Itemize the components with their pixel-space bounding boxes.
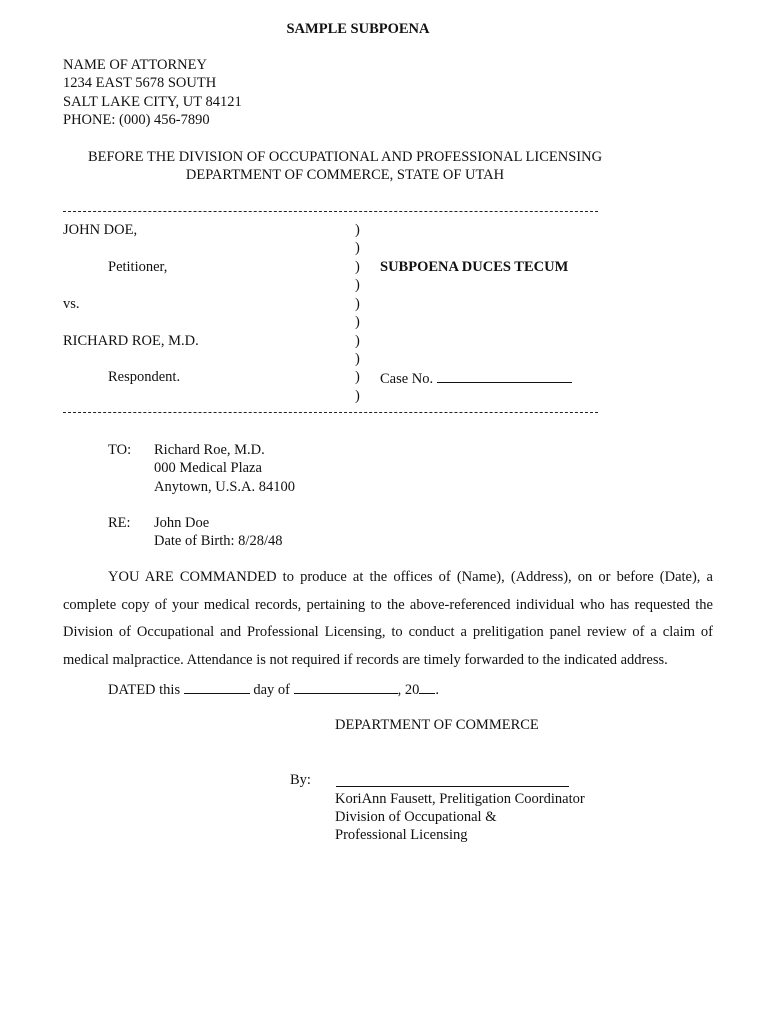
caption-paren: ): [355, 314, 360, 330]
dated-year-prefix: , 20: [397, 682, 420, 698]
to-recipient-city: Anytown, U.S.A. 84100: [154, 479, 295, 495]
agency-heading-line1: BEFORE THE DIVISION OF OCCUPATIONAL AND PROFESSIONAL LICENSING: [87, 149, 603, 165]
dated-day-blank: [184, 679, 250, 694]
caption-paren: ): [355, 369, 360, 385]
caption-top-divider: [63, 211, 598, 212]
caption-paren: ): [355, 333, 360, 349]
signatory-name: KoriAnn Fausett, Prelitigation Coordinator: [335, 791, 585, 807]
case-number-label: Case No.: [380, 371, 434, 387]
dated-line: [108, 679, 439, 699]
dated-prefix: DATED this: [108, 682, 181, 698]
to-recipient-street: 000 Medical Plaza: [154, 460, 262, 476]
caption-paren: ): [355, 240, 360, 256]
signature-line: [336, 786, 569, 787]
attorney-street: 1234 EAST 5678 SOUTH: [63, 75, 217, 91]
command-paragraph: [63, 564, 713, 674]
command-paragraph-text: YOU ARE COMMANDED to produce at the offices of (Name), (Address), on or before (Date), a complete copy of your medical records, pertaining to the above-referenced individual who has requested the Division of Occupational and Professional Licensing, to conduct a prelitigation panel review of a claim of medical malpractice. Attendance is not required if records are timely forwarded to the indicated address.: [63, 569, 713, 668]
caption-paren: ): [355, 222, 360, 238]
case-number-blank: [437, 368, 572, 383]
caption-paren: ): [355, 296, 360, 312]
caption-paren: ): [355, 259, 360, 275]
caption-paren: ): [355, 388, 360, 404]
re-subject-name: John Doe: [154, 515, 210, 531]
respondent-role: Respondent.: [108, 369, 181, 385]
case-number-field: [380, 368, 572, 388]
attorney-name: NAME OF ATTORNEY: [63, 57, 207, 73]
attorney-phone: PHONE: (000) 456-7890: [63, 112, 210, 128]
to-recipient-name: Richard Roe, M.D.: [154, 442, 265, 458]
agency-heading-line2: DEPARTMENT OF COMMERCE, STATE OF UTAH: [185, 167, 505, 183]
dated-month-blank: [294, 679, 398, 694]
caption-paren: ): [355, 351, 360, 367]
document-type-heading: SUBPOENA DUCES TECUM: [380, 259, 569, 275]
re-date-of-birth: Date of Birth: 8/28/48: [154, 533, 283, 549]
document-title: SAMPLE SUBPOENA: [286, 21, 430, 37]
caption-bottom-divider: [63, 412, 598, 413]
versus-label: vs.: [63, 296, 80, 312]
respondent-name: RICHARD ROE, M.D.: [63, 333, 199, 349]
to-label: TO:: [108, 442, 132, 458]
dated-year-blank: [419, 679, 435, 694]
signatory-division-cont: Professional Licensing: [335, 827, 468, 843]
signatory-division: Division of Occupational &: [335, 809, 497, 825]
re-label: RE:: [108, 515, 131, 531]
petitioner-name: JOHN DOE,: [63, 222, 138, 238]
dated-mid: day of: [253, 682, 290, 698]
dated-end: .: [435, 682, 439, 698]
caption-paren: ): [355, 277, 360, 293]
attorney-city: SALT LAKE CITY, UT 84121: [63, 94, 242, 110]
signature-department: DEPARTMENT OF COMMERCE: [335, 717, 539, 733]
by-label: By:: [290, 772, 311, 788]
petitioner-role: Petitioner,: [108, 259, 168, 275]
